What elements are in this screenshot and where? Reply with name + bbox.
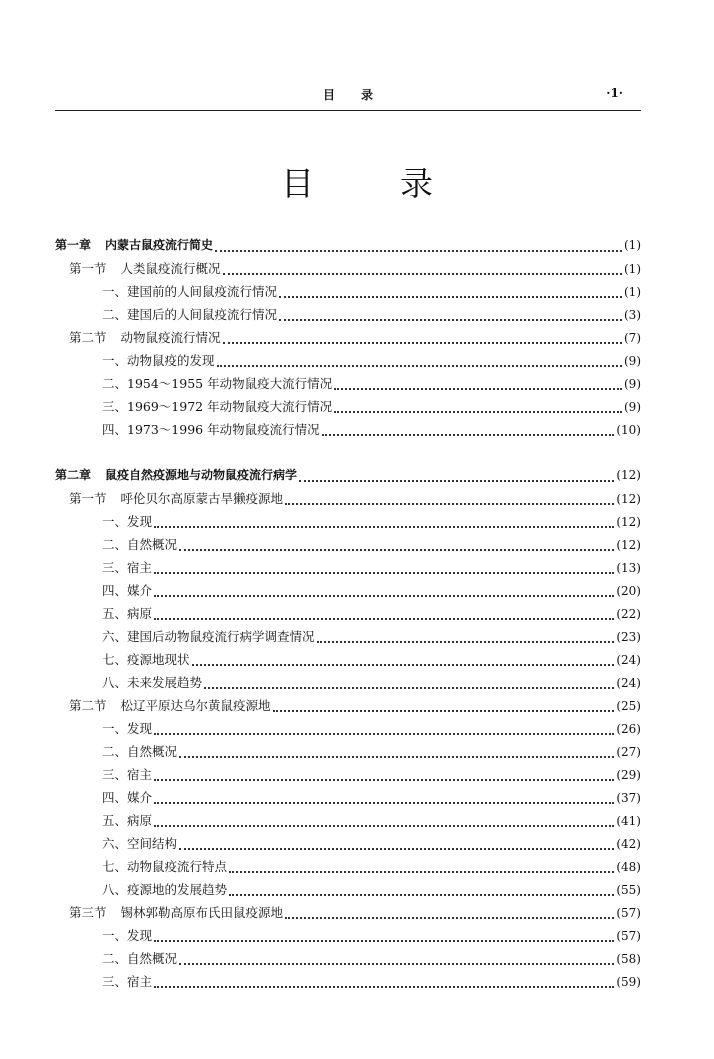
toc-entry-title: 五、病原 <box>102 813 153 828</box>
toc-entry-section <box>55 903 641 926</box>
toc-entry-label <box>69 696 271 714</box>
dot-leader <box>154 940 614 942</box>
toc-entry-page: (22) <box>616 607 641 621</box>
toc-entry-sub <box>55 351 641 374</box>
dot-leader <box>154 802 614 804</box>
toc-entry-page: (23) <box>616 630 641 644</box>
toc-entry-page: (10) <box>616 423 641 437</box>
dot-leader <box>334 411 622 413</box>
toc-entry-label <box>55 466 297 483</box>
toc-entry-label <box>102 397 332 415</box>
toc-entry-label <box>102 765 152 783</box>
toc-entry-page: (12) <box>616 468 641 482</box>
toc-entry-sub <box>55 535 641 558</box>
toc-entry-title: 七、疫源地现状 <box>102 652 190 667</box>
toc-entry-page: (1) <box>624 262 641 276</box>
dot-leader <box>154 779 614 781</box>
toc-entry-sub <box>55 673 641 696</box>
toc-entry-number: 第一章 <box>55 238 92 252</box>
dot-leader <box>154 825 614 827</box>
dot-leader <box>179 756 614 758</box>
dot-leader <box>229 871 614 873</box>
toc-entry-chapter <box>55 236 641 259</box>
toc-entry-sub <box>55 949 641 972</box>
toc-entry-page: (1) <box>624 285 641 299</box>
toc-entry-page: (58) <box>616 952 641 966</box>
toc-entry-title: 三、宿主 <box>102 767 153 782</box>
toc-entry-sub <box>55 880 641 903</box>
toc-entry-sub <box>55 650 641 673</box>
toc-entry-sub <box>55 765 641 788</box>
dot-leader <box>192 664 615 666</box>
toc-entry-number: 第二章 <box>55 468 92 482</box>
toc-entry-page: (27) <box>616 745 641 759</box>
toc-entry-sub <box>55 604 641 627</box>
toc-entry-title: 二、自然概况 <box>102 744 178 759</box>
toc-entry-title: 五、病原 <box>102 606 153 621</box>
toc-entry-page: (12) <box>616 538 641 552</box>
toc-entry-title: 呼伦贝尔高原蒙古旱獭疫源地 <box>120 491 284 506</box>
toc-entry-title: 四、媒介 <box>102 583 153 598</box>
toc-entry-sub <box>55 926 641 949</box>
dot-leader <box>179 848 614 850</box>
toc-entry-label <box>102 742 177 760</box>
toc-entry-label <box>102 535 177 553</box>
toc-entry-page: (26) <box>616 722 641 736</box>
toc-entry-sub <box>55 512 641 535</box>
dot-leader <box>223 342 622 344</box>
toc-entry-label <box>102 558 152 576</box>
toc-entry-sub <box>55 857 641 880</box>
toc-entry-page: (24) <box>616 676 641 690</box>
toc-entry-page: (20) <box>616 584 641 598</box>
dot-leader <box>279 319 622 321</box>
toc-entry-page: (48) <box>616 860 641 874</box>
running-header-title: 目录 <box>322 88 399 102</box>
toc-entry-title: 内蒙古鼠疫流行简史 <box>105 238 214 252</box>
toc-entry-label <box>102 880 227 898</box>
toc-entry-title: 三、1969～1972 年动物鼠疫大流行情况 <box>102 399 333 414</box>
page-title: 目录 <box>281 164 519 203</box>
toc-entry-sub <box>55 581 641 604</box>
dot-leader <box>317 641 615 643</box>
toc-entry-sub <box>55 397 641 420</box>
toc-entry-title: 六、空间结构 <box>102 836 178 851</box>
toc-entry-label <box>102 604 152 622</box>
toc-entry-label <box>102 857 227 875</box>
toc-entry-page: (7) <box>624 331 641 345</box>
toc-entry-number: 第一节 <box>69 261 107 276</box>
toc-entry-title: 一、发现 <box>102 514 153 529</box>
dot-leader <box>154 595 614 597</box>
toc-entry-sub <box>55 834 641 857</box>
toc-entry-page: (55) <box>616 883 641 897</box>
toc-entry-page: (59) <box>616 975 641 989</box>
toc-entry-page: (13) <box>616 561 641 575</box>
running-header-page-number: ·1· <box>606 86 623 100</box>
dot-leader <box>279 296 622 298</box>
toc-entry-label <box>55 236 213 253</box>
toc-entry-label <box>102 650 190 668</box>
dot-leader <box>179 963 614 965</box>
toc-entry-label <box>102 788 152 806</box>
dot-leader <box>285 917 614 919</box>
dot-leader <box>273 710 615 712</box>
toc-entry-title: 人类鼠疫流行概况 <box>120 261 221 276</box>
dot-leader <box>217 365 622 367</box>
toc-entry-page: (24) <box>616 653 641 667</box>
dot-leader <box>154 986 614 988</box>
toc-entry-page: (9) <box>624 400 641 414</box>
toc-entry-number: 第二节 <box>69 330 107 345</box>
toc-entry-section <box>55 489 641 512</box>
toc-entry-sub <box>55 374 641 397</box>
toc-entry-sub <box>55 811 641 834</box>
toc-entry-title: 六、建国后动物鼠疫流行病学调查情况 <box>102 629 315 644</box>
toc-entry-title: 松辽平原达乌尔黄鼠疫源地 <box>120 698 271 713</box>
dot-leader <box>154 526 614 528</box>
toc-entry-page: (57) <box>616 929 641 943</box>
toc-entry-title: 一、建国前的人间鼠疫流行情况 <box>102 284 278 299</box>
toc-entry-sub <box>55 788 641 811</box>
dot-leader <box>299 480 614 482</box>
toc-entry-label <box>102 305 277 323</box>
toc-entry-page: (42) <box>616 837 641 851</box>
toc-entry-sub <box>55 742 641 765</box>
toc-entry-label <box>102 512 152 530</box>
toc-entry-label <box>102 811 152 829</box>
toc-entry-label <box>102 972 152 990</box>
toc-entry-page: (25) <box>616 699 641 713</box>
toc-entry-label <box>102 719 152 737</box>
toc-entry-page: (37) <box>616 791 641 805</box>
toc-entry-number: 第三节 <box>69 905 107 920</box>
dot-leader <box>204 687 614 689</box>
toc-entry-label <box>69 489 283 507</box>
toc-entry-title: 动物鼠疫流行情况 <box>120 330 221 345</box>
toc-entry-number: 第一节 <box>69 491 107 506</box>
dot-leader <box>285 503 614 505</box>
toc-entry-label <box>102 673 202 691</box>
dot-leader <box>154 572 614 574</box>
toc-entry-title: 一、发现 <box>102 721 153 736</box>
toc-entry-page: (29) <box>616 768 641 782</box>
toc-entry-label <box>102 351 215 369</box>
toc-entry-title: 四、1973～1996 年动物鼠疫流行情况 <box>102 422 320 437</box>
toc-entry-label <box>102 581 152 599</box>
toc-entry-title: 二、自然概况 <box>102 951 178 966</box>
toc-entry-label <box>102 627 315 645</box>
table-of-contents <box>55 236 641 995</box>
dot-leader <box>154 618 614 620</box>
toc-entry-label <box>102 949 177 967</box>
toc-entry-sub <box>55 558 641 581</box>
toc-entry-label <box>102 834 177 852</box>
toc-entry-title: 七、动物鼠疫流行特点 <box>102 859 228 874</box>
toc-entry-title: 二、建国后的人间鼠疫流行情况 <box>102 307 278 322</box>
toc-entry-page: (12) <box>616 515 641 529</box>
dot-leader <box>334 388 622 390</box>
toc-entry-label <box>102 926 152 944</box>
toc-entry-sub <box>55 972 641 995</box>
toc-entry-title: 锡林郭勒高原布氏田鼠疫源地 <box>120 905 284 920</box>
toc-entry-page: (9) <box>624 377 641 391</box>
toc-entry-section <box>55 328 641 351</box>
toc-entry-title: 鼠疫自然疫源地与动物鼠疫流行病学 <box>105 468 298 482</box>
toc-entry-title: 八、疫源地的发展趋势 <box>102 882 228 897</box>
toc-entry-label <box>69 259 221 277</box>
dot-leader <box>229 894 614 896</box>
toc-entry-title: 三、宿主 <box>102 974 153 989</box>
toc-entry-number: 第二节 <box>69 698 107 713</box>
toc-entry-title: 一、发现 <box>102 928 153 943</box>
toc-entry-title: 四、媒介 <box>102 790 153 805</box>
running-header <box>55 84 641 111</box>
toc-entry-title: 二、1954～1955 年动物鼠疫大流行情况 <box>102 376 333 391</box>
toc-entry-page: (12) <box>616 492 641 506</box>
toc-entry-page: (1) <box>624 238 641 252</box>
toc-entry-title: 一、动物鼠疫的发现 <box>102 353 215 368</box>
dot-leader <box>154 733 614 735</box>
toc-entry-label <box>69 903 283 921</box>
toc-entry-label <box>102 282 277 300</box>
dot-leader <box>179 549 614 551</box>
toc-entry-page: (3) <box>624 308 641 322</box>
toc-entry-sub <box>55 627 641 650</box>
toc-entry-sub <box>55 305 641 328</box>
toc-entry-section <box>55 696 641 719</box>
toc-entry-label <box>69 328 221 346</box>
toc-entry-label <box>102 374 332 392</box>
toc-entry-label <box>102 420 320 438</box>
toc-entry-page: (9) <box>624 354 641 368</box>
toc-entry-sub <box>55 719 641 742</box>
toc-entry-sub <box>55 420 641 443</box>
toc-entry-page: (41) <box>616 814 641 828</box>
toc-entry-page: (57) <box>616 906 641 920</box>
toc-entry-title: 八、未来发展趋势 <box>102 675 203 690</box>
toc-entry-title: 三、宿主 <box>102 560 153 575</box>
toc-entry-chapter <box>55 466 641 489</box>
toc-entry-sub <box>55 282 641 305</box>
toc-entry-title: 二、自然概况 <box>102 537 178 552</box>
dot-leader <box>322 434 615 436</box>
toc-entry-section <box>55 259 641 282</box>
dot-leader <box>223 273 622 275</box>
dot-leader <box>215 250 622 252</box>
